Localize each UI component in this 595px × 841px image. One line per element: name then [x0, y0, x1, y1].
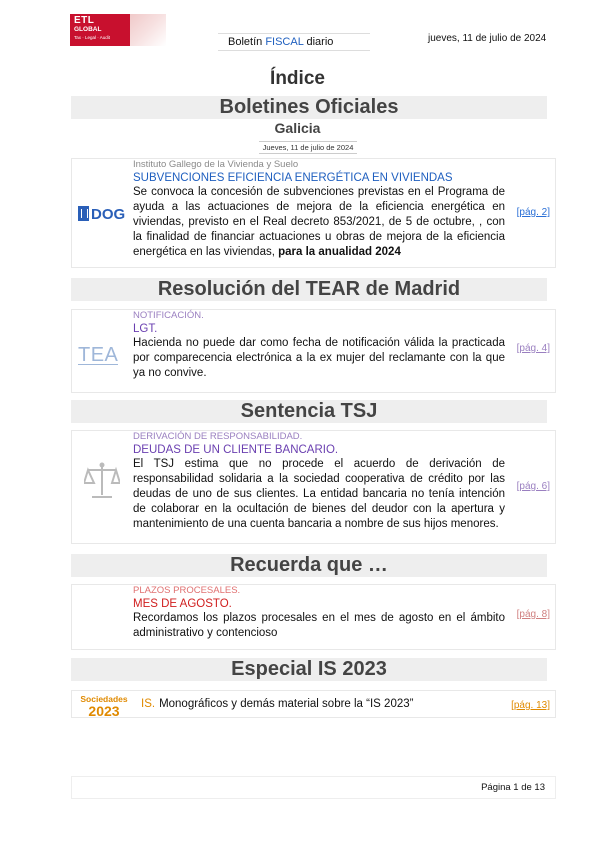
- section-title-boletines: Boletines Oficiales: [71, 96, 547, 119]
- etl-global-logo: [70, 14, 166, 46]
- scale-icon-graphic: [84, 461, 120, 501]
- dog-logo-text: DOG: [91, 206, 126, 223]
- page-link[interactable]: [pág. 6]: [516, 481, 550, 492]
- sociedades-icon-line2: 2023: [88, 703, 120, 719]
- section-title-tsj: Sentencia TSJ: [71, 400, 547, 423]
- bulletin-title: [218, 33, 370, 51]
- logo-text-tagline: Tax · Legal · Audit: [74, 35, 111, 40]
- dog-logo-mark: [78, 206, 89, 221]
- entry-inline: [141, 698, 413, 710]
- logo-text-global: GLOBAL: [74, 26, 102, 33]
- sociedades-icon-line1: Sociedades: [80, 694, 128, 704]
- section-date-label: Jueves, 11 de julio de 2024: [259, 141, 357, 154]
- section-title-especial-is: Especial IS 2023: [71, 658, 547, 681]
- page-link[interactable]: [pág. 13]: [511, 700, 550, 711]
- entry-category: PLAZOS PROCESALES.: [133, 585, 241, 596]
- bulletin-title-prefix: Boletín: [228, 36, 266, 48]
- dog-logo-icon: [78, 206, 132, 223]
- page-number: Página 1 de 13: [481, 782, 545, 793]
- section-title-tear: Resolución del TEAR de Madrid: [71, 278, 547, 301]
- entry-body: Recordamos los plazos procesales en el mes de agosto en el ámbito administrativo y contencioso: [133, 612, 505, 639]
- page-link[interactable]: [pág. 8]: [516, 609, 550, 620]
- entry-body-text: Se convoca la concesión de subvenciones previstas en el Programa de ayuda a las actuaciones de mejora de la eficiencia energética en viviendas, previsto en el Real decreto 853/2021, de 5 de octubre, , con la finalidad de financiar actuaciones u obras de mejora de la eficiencia energética en las viviendas,: [133, 186, 505, 258]
- section-subtitle-galicia: Galicia: [274, 120, 321, 136]
- entry-body: El TSJ estima que no procede el acuerdo de derivación de responsabilidad solidaria a la sociedad cooperativa de crédito por las deudas de uno de sus clientes. La entidad bancaria no tenía intención de colaborar en la ocultación de bienes del deudor con la apertura y mantenimiento de una cuenta bancaria a nombre de sus hijos menores.: [133, 458, 505, 530]
- page-link[interactable]: [pág. 4]: [516, 343, 550, 354]
- index-entry-notificacion: [71, 309, 556, 393]
- index-entry-derivacion: [71, 430, 556, 544]
- entry-tag: IS.: [141, 698, 156, 710]
- entry-body-bold: para la anualidad 2024: [278, 246, 401, 258]
- page-footer: [71, 776, 556, 799]
- sociedades-2023-icon: [76, 695, 132, 718]
- page-link[interactable]: [pág. 2]: [516, 207, 550, 218]
- logo-text-etl: ETL: [74, 15, 95, 26]
- scale-icon: [84, 461, 138, 506]
- entry-content: [133, 310, 505, 381]
- entry-category: NOTIFICACIÓN.: [133, 310, 204, 321]
- entry-heading: LGT.: [133, 323, 158, 335]
- entry-body: Monográficos y demás material sobre la “IS 2023”: [159, 698, 414, 710]
- header-date: jueves, 11 de julio de 2024: [428, 33, 547, 44]
- bulletin-title-accent: FISCAL: [265, 36, 304, 48]
- index-entry-is-2023: [71, 690, 556, 718]
- tea-logo-icon: [78, 344, 132, 365]
- entry-content: [133, 159, 505, 260]
- entry-content: [133, 431, 505, 532]
- entry-heading: SUBVENCIONES EFICIENCIA ENERGÉTICA EN VIVIENDAS: [133, 172, 453, 184]
- entry-heading: DEUDAS DE UN CLIENTE BANCARIO.: [133, 444, 339, 456]
- tea-logo-text: TEA: [78, 344, 119, 366]
- index-entry-plazos: [71, 584, 556, 650]
- section-title-recuerda: Recuerda que …: [71, 554, 547, 577]
- entry-category: DERIVACIÓN DE RESPONSABILIDAD.: [133, 431, 303, 442]
- bulletin-title-suffix: diario: [303, 36, 334, 48]
- index-title: Índice: [270, 68, 325, 89]
- entry-body: [133, 185, 505, 260]
- entry-heading: MES DE AGOSTO.: [133, 598, 232, 610]
- logo-stripes: [130, 14, 166, 46]
- entry-body: Hacienda no puede dar como fecha de notificación válida la practicada por comparecencia electrónica a la ex mujer del reclamante con la que ya no convive.: [133, 337, 505, 379]
- entry-content: [133, 585, 505, 641]
- entry-category: Instituto Gallego de la Vivienda y Suelo: [133, 159, 299, 170]
- index-entry-subvenciones: [71, 158, 556, 268]
